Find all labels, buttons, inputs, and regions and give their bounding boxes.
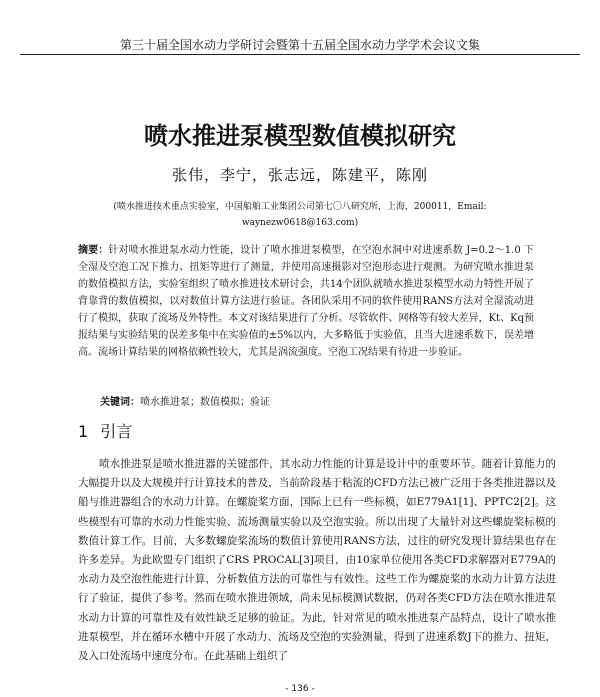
affiliation-line: (喷水推进技术重点实验室，中国船舶工业集团公司第七〇八研究所，上海，200011，Email: xyxy=(113,202,487,212)
running-header: 第三十届全国水动力学研讨会暨第十五届全国水动力学学术会议文集 xyxy=(119,38,480,52)
header-rule xyxy=(20,54,580,55)
paper-title: 喷水推进泵模型数值模拟研究 xyxy=(144,122,456,150)
abstract-label: 摘要： xyxy=(78,245,109,256)
authors: 张伟，李宁，张志远，陈建平，陈刚 xyxy=(171,166,428,184)
abstract xyxy=(78,242,534,361)
body-paragraph: 喷水推进泵是喷水推进器的关键部件，其水动力性能的计算是设计中的重要环节。随着计算能力的大幅提升以及大规模并行计算技术的普及，当前阶段基于粘流的CFD方法已被广泛用于各类推进器以及船与推进器组合的水动力计算。在螺旋桨方面，国际上已有一些标模，如E779A1[1]、PPTC2[2]。这些模型有可靠的水动力性能实验、流场测量实验以及空泡实验。所以出现了大量针对这些螺旋桨标模的数值计算工作。目前，大多数螺旋桨流场的数值计算使用RANS方法，过往的研究发现计算结果也存在许多差异。为此欧盟专门组织了CRS PROCAL[3]项目，由10家单位使用各类CFD求解器对E779A的水动力及空泡性能进行计算，分析数值方法的可靠性与有效性。这些工作为螺旋桨的水动力计算方法进行了验证，提供了参考。然而在喷水推进领域，尚未见标模测试数据，仍对各类CFD方法在喷水推进泵水动力计算的可靠性及有效性缺乏足够的验证。为此，针对常见的喷水推进泵产品特点，设计了喷水推进泵模型，并在循环水槽中开展了水动力、流场及空泡的实验测量，得到了进速系数J下的推力、扭矩，及入口处流场中速度分布。在此基础上组织了 xyxy=(78,458,556,663)
abstract-text: 针对喷水推进泵水动力性能，设计了喷水推进泵模型，在空泡水洞中对进速系数 J=0.2～1.0 下全湿及空泡工况下推力、扭矩等进行了测量，并使用高速摄影对空泡形态进行观测。为研究喷水推进泵的数值模拟方法，实验室组织了喷水推进技术研讨会，共14个团队就喷水推进泵模型水动力特性开展了背靠背的数值模拟，以对数值计算方法进行验证。各团队采用不同的软件使用RANS方法对全湿流动进行了模拟，获取了流场及外特性。本文对该结果进行了分析。尽管软件、网格等有较大差异，Kt、Kq预报结果与实验结果的误差多集中在实验值的±5%以内，大多略低于实验值，且当大进速系数下，误差增高。流场计算结果的网格依赖性较大，尤其是涡流强度。空泡工况结果有待进一步验证。 xyxy=(78,245,534,358)
keywords-text: 喷水推进泵；数值模拟；验证 xyxy=(140,397,270,408)
section-number: 1 xyxy=(78,422,89,441)
keywords-label: 关键词： xyxy=(100,397,140,408)
page-number: - 136 - xyxy=(285,684,315,694)
affiliation-email: waynezw0618@163.com) xyxy=(241,218,359,228)
section-title: 引言 xyxy=(100,422,133,441)
keywords xyxy=(100,393,270,408)
section-heading xyxy=(78,419,132,442)
affiliation xyxy=(60,199,540,231)
